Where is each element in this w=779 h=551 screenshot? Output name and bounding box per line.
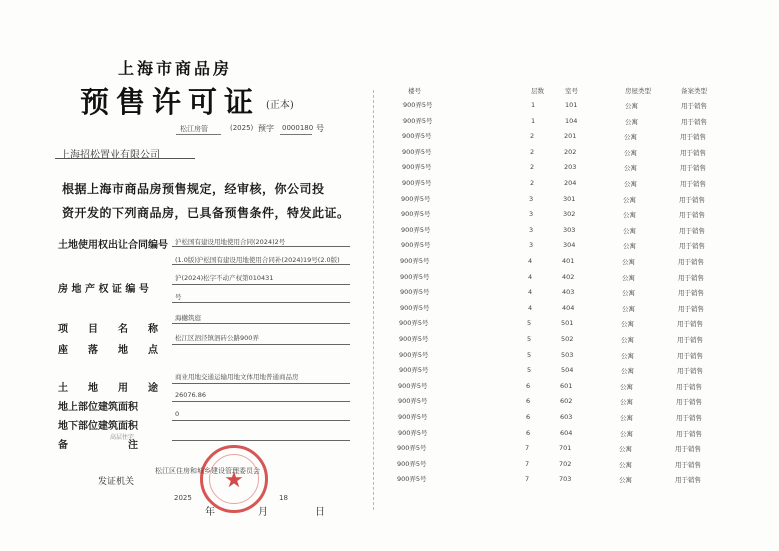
table-cell: 4: [528, 288, 533, 297]
table-cell: 用于销售: [681, 102, 707, 110]
table-cell: 用于销售: [676, 429, 702, 438]
table-cell: 900弄5号: [402, 179, 432, 187]
table-cell: 401: [562, 257, 575, 265]
table-cell: 603: [560, 413, 573, 421]
table-cell: 602: [560, 397, 573, 406]
table-cell: 公寓: [623, 211, 636, 220]
table-cell: 公寓: [620, 382, 633, 391]
field-label: 土 地 用 途: [58, 383, 158, 394]
table-cell: 900弄5号: [400, 303, 430, 312]
table-cell: 503: [561, 350, 574, 359]
table-cell: 2: [530, 179, 535, 187]
table-cell: 2: [530, 147, 535, 156]
field-value: 沪松国有建设用地使用合同(2024)2号: [175, 238, 286, 246]
number-year: (2025): [230, 124, 254, 132]
number-suffix: 号: [316, 124, 324, 133]
official-seal: [200, 445, 268, 513]
title-line1: 上海市商品房: [118, 59, 233, 78]
table-cell: 101: [565, 101, 578, 109]
table-cell: 用于销售: [678, 273, 704, 282]
table-cell: 104: [565, 116, 578, 125]
table-cell: 5: [527, 350, 532, 359]
table-cell: 404: [562, 303, 575, 312]
table-cell: 900弄5号: [398, 428, 428, 437]
table-cell: 501: [561, 319, 574, 328]
company-underline: [55, 158, 195, 159]
table-cell: 用于销售: [680, 133, 706, 142]
table-cell: 3: [529, 210, 534, 219]
table-cell: 4: [528, 303, 533, 312]
field-label: 地上部位建筑面积: [58, 402, 138, 413]
table-cell: 2: [530, 163, 535, 172]
field-label: 房 地 产 权 证 编 号: [58, 284, 149, 295]
table-cell: 301: [563, 194, 576, 203]
table-cell: 公寓: [625, 117, 638, 126]
table-cell: 403: [562, 288, 575, 297]
table-cell: 公寓: [621, 320, 634, 329]
table-cell: 用于销售: [675, 460, 701, 469]
table-cell: 900弄5号: [403, 116, 433, 125]
table-cell: 公寓: [620, 429, 633, 438]
table-cell: 7: [525, 459, 530, 468]
table-cell: 303: [563, 225, 576, 234]
table-cell: 用于销售: [678, 304, 704, 313]
field-label: 土地使用权出让合同编号: [58, 240, 168, 251]
table-cell: 502: [561, 335, 574, 343]
table-cell: 304: [563, 241, 576, 250]
table-header-cell: 备案类型: [681, 87, 707, 95]
fold-divider: [373, 90, 374, 510]
table-cell: 900弄5号: [399, 319, 429, 328]
company-name: 上海招松置业有限公司: [60, 150, 160, 161]
table-cell: 900弄5号: [402, 147, 432, 156]
table-cell: 用于销售: [677, 336, 703, 344]
seal-star-icon: ★: [224, 468, 244, 493]
issue-day-num: 18: [279, 494, 288, 502]
table-cell: 用于销售: [680, 180, 706, 188]
table-cell: 6: [526, 397, 531, 406]
statement-line2: 资开发的下列商品房，已具备预售条件，特发此证。: [62, 206, 350, 220]
field-value: 松江区泗泾镇泗砖公路900弄: [175, 334, 259, 342]
table-cell: 用于销售: [676, 398, 702, 407]
table-cell: 900弄5号: [398, 381, 428, 390]
table-cell: 504: [561, 366, 574, 375]
table-cell: 公寓: [620, 398, 633, 407]
table-cell: 3: [529, 241, 534, 250]
table-cell: 900弄5号: [403, 101, 433, 109]
table-cell: 公寓: [624, 133, 637, 142]
table-cell: 公寓: [623, 242, 636, 251]
table-cell: 用于销售: [677, 367, 703, 376]
table-cell: 302: [563, 210, 576, 219]
table-cell: 2: [530, 132, 535, 141]
number-prefix: 松江房管: [180, 125, 208, 133]
table-cell: 900弄5号: [399, 350, 429, 359]
table-cell: 用于销售: [675, 476, 701, 485]
table-cell: 3: [529, 194, 534, 203]
table-header-cell: 室号: [565, 87, 578, 95]
field-value: 沪(2024)松字不动产权第010431: [175, 274, 274, 282]
table-cell: 900弄5号: [397, 475, 427, 484]
statement-line1: 根据上海市商品房预售规定，经审核，你公司投: [62, 182, 325, 196]
table-cell: 701: [559, 444, 572, 453]
table-cell: 900弄5号: [400, 288, 430, 297]
table-cell: 公寓: [622, 289, 635, 298]
table-cell: 公寓: [621, 351, 634, 360]
field-label: 项 目 名 称: [58, 324, 158, 335]
table-cell: 3: [529, 225, 534, 234]
table-cell: 6: [526, 381, 531, 390]
table-cell: 用于销售: [677, 351, 703, 360]
table-cell: 900弄5号: [398, 413, 428, 421]
table-cell: 6: [526, 413, 531, 421]
table-cell: 900弄5号: [397, 459, 427, 468]
table-cell: 402: [562, 272, 575, 281]
table-cell: 公寓: [625, 102, 638, 110]
field-value: 海樾筑庭: [175, 314, 201, 322]
table-cell: 用于销售: [676, 414, 702, 422]
table-cell: 1: [531, 101, 536, 109]
issue-year-char: 年: [205, 507, 215, 518]
table-cell: 202: [564, 147, 577, 156]
table-cell: 7: [525, 475, 530, 484]
table-cell: 4: [528, 257, 533, 265]
table-cell: 6: [526, 428, 531, 437]
table-cell: 公寓: [624, 164, 637, 173]
table-cell: 900弄5号: [401, 194, 431, 203]
table-cell: 公寓: [624, 148, 637, 157]
field-value: 高层住宅: [110, 434, 135, 441]
table-cell: 公寓: [622, 304, 635, 313]
number-mid: 预字: [258, 124, 274, 133]
table-cell: 5: [527, 319, 532, 328]
table-cell: 用于销售: [679, 242, 705, 251]
field-value: (1.0版)沪松国有建设用地使用合同补(2024)19号(2.0版): [175, 256, 340, 264]
table-cell: 4: [528, 272, 533, 281]
table-header-cell: 楼号: [408, 87, 421, 95]
field-value: 26076.86: [175, 391, 207, 399]
table-cell: 用于销售: [679, 195, 705, 204]
table-cell: 用于销售: [678, 289, 704, 298]
issuer-label: 发证机关: [98, 477, 135, 487]
table-cell: 用于销售: [680, 164, 706, 173]
table-cell: 公寓: [623, 195, 636, 204]
table-cell: 702: [559, 459, 572, 468]
issue-year: 2025: [174, 494, 192, 502]
table-cell: 公寓: [622, 273, 635, 282]
table-cell: 204: [564, 179, 577, 187]
table-cell: 5: [527, 335, 532, 343]
field-label: 备 注: [58, 440, 138, 451]
table-cell: 公寓: [623, 226, 636, 235]
issue-day: 日: [315, 507, 325, 518]
field-value: 号: [175, 293, 182, 301]
title-suffix: (正本): [266, 100, 294, 111]
title-line2: 预售许可证: [80, 85, 261, 119]
table-cell: 7: [525, 444, 530, 453]
table-cell: 201: [564, 132, 577, 141]
table-cell: 900弄5号: [397, 444, 427, 453]
field-value: 0: [175, 410, 180, 418]
table-cell: 900弄5号: [401, 225, 431, 234]
table-cell: 公寓: [624, 180, 637, 188]
table-cell: 601: [560, 381, 573, 390]
field-label: 座 落 地 点: [58, 345, 158, 356]
table-cell: 900弄5号: [400, 272, 430, 281]
table-cell: 703: [559, 475, 572, 484]
table-cell: 公寓: [621, 367, 634, 376]
issuer-org: 松江区住房和城乡建设管理委员会: [155, 467, 260, 475]
table-cell: 604: [560, 428, 573, 437]
table-cell: 用于销售: [676, 382, 702, 391]
table-cell: 900弄5号: [402, 132, 432, 141]
table-cell: 用于销售: [679, 211, 705, 220]
table-cell: 900弄5号: [400, 257, 430, 265]
table-cell: 公寓: [621, 336, 634, 344]
table-cell: 公寓: [619, 476, 632, 485]
table-cell: 900弄5号: [401, 210, 431, 219]
table-header-cell: 层数: [531, 87, 544, 95]
table-cell: 公寓: [619, 460, 632, 469]
table-cell: 用于销售: [679, 226, 705, 235]
table-cell: 用于销售: [675, 445, 701, 454]
table-cell: 900弄5号: [401, 241, 431, 250]
table-cell: 公寓: [619, 445, 632, 454]
table-cell: 900弄5号: [399, 335, 429, 343]
number-value: 0000180: [282, 124, 314, 132]
field-label: 地下部位建筑面积: [58, 421, 138, 432]
table-cell: 900弄5号: [398, 397, 428, 406]
table-cell: 203: [564, 163, 577, 172]
table-cell: 1: [531, 116, 536, 125]
table-cell: 900弄5号: [402, 163, 432, 172]
table-cell: 用于销售: [680, 148, 706, 157]
table-cell: 公寓: [622, 258, 635, 266]
table-cell: 900弄5号: [399, 366, 429, 375]
table-cell: 5: [527, 366, 532, 375]
table-cell: 公寓: [620, 414, 633, 422]
table-cell: 用于销售: [677, 320, 703, 329]
table-cell: 用于销售: [678, 258, 704, 266]
field-value: 商业用地交通运输用地文体用地普通商品房: [175, 373, 299, 381]
table-header-cell: 房屋类型: [625, 87, 651, 95]
issue-month: 月: [258, 507, 268, 518]
table-cell: 用于销售: [681, 117, 707, 126]
